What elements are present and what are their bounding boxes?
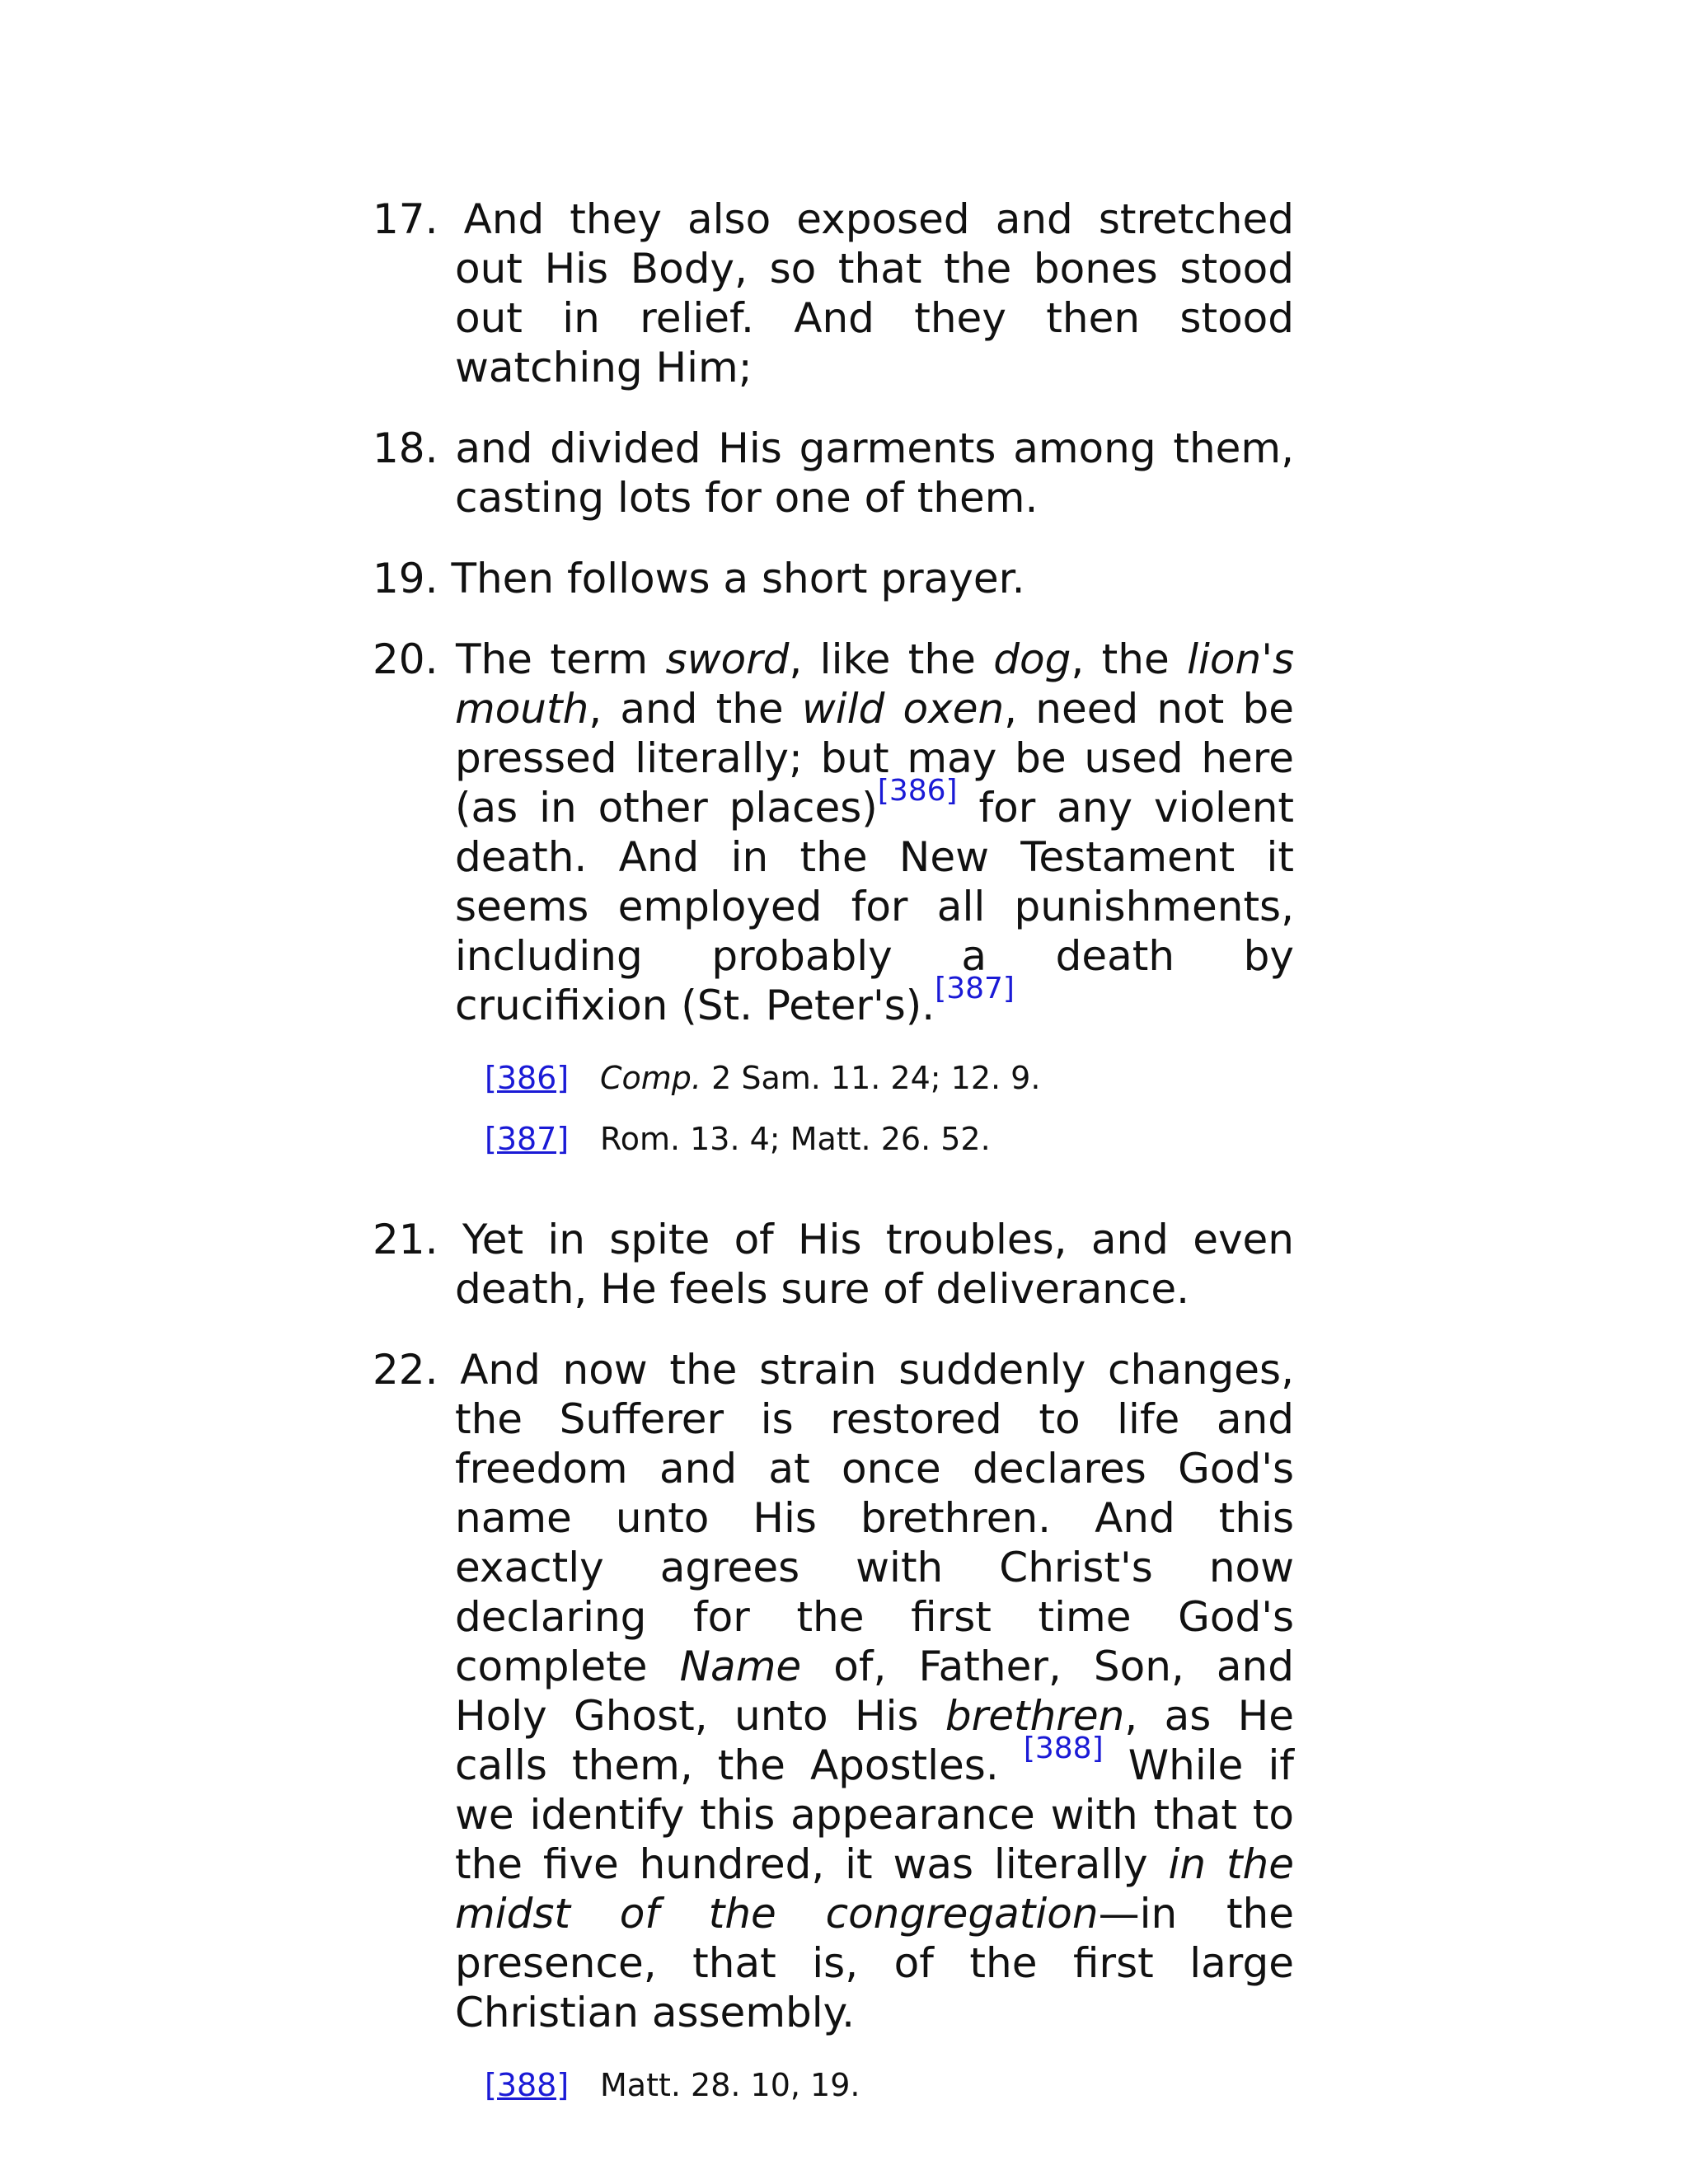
footnote-backlink[interactable]: [387] <box>485 1121 570 1157</box>
paragraph-number: 20. <box>373 635 438 683</box>
page-content <box>373 194 1294 2161</box>
paragraph-text: , and the <box>588 685 802 733</box>
footnote-text <box>600 1119 991 1159</box>
footnotes-block <box>373 2065 1294 2126</box>
emphasis-text: brethren <box>945 1692 1125 1740</box>
emphasis-text: wild oxen <box>801 685 1005 733</box>
footnote <box>373 1119 1294 1180</box>
emphasis-text: sword <box>665 635 790 683</box>
paragraph-text: , need not be pressed literally; but may be used here (as in other places) <box>455 685 1294 832</box>
emphasis-text: Comp. <box>600 1060 701 1096</box>
paragraph-text: The term <box>455 635 666 683</box>
paragraph-text: of, Father, Son, and Holy Ghost, unto His <box>455 1643 1294 1740</box>
paragraph-text: While if we identify this appearance with that to the five hundred, it was literally <box>455 1741 1294 1888</box>
paragraph-text: Matt. 28. 10, 19. <box>600 2067 860 2103</box>
numbered-paragraph <box>373 1345 1294 2037</box>
paragraph-text: —in the presence, that is, of the first large Christian assembly. <box>455 1890 1294 2036</box>
footnotes-block <box>373 1058 1294 1180</box>
paragraph-text: And now the strain suddenly changes, the Sufferer is restored to life and freedom and at once declares God's name unto His brethren. And this exactly agrees with Christ's now declaring for the first time God's complete <box>455 1346 1294 1690</box>
paragraph-number: 17. <box>373 195 438 243</box>
paragraph-text: Yet in spite of His troubles, and even death, He feels sure of deliverance. <box>455 1216 1294 1313</box>
paragraph-text: , the <box>1071 635 1188 683</box>
footnote-reference-link[interactable]: [386] <box>877 774 958 808</box>
numbered-paragraph <box>373 554 1294 603</box>
footnote-reference-link[interactable]: [388] <box>1023 1732 1104 1765</box>
emphasis-text: lion's mouth <box>455 635 1294 733</box>
paragraph-text: , like the <box>789 635 994 683</box>
paragraph-text: Rom. 13. 4; Matt. 26. 52. <box>600 1121 991 1157</box>
footnote <box>373 1058 1294 1119</box>
paragraph-text: 2 Sam. 11. 24; 12. 9. <box>701 1060 1041 1096</box>
numbered-paragraph <box>373 635 1294 1030</box>
paragraph-text: And they also exposed and stretched out His Body, so that the bones stood out in relief. And they then stood watching Him; <box>455 195 1294 391</box>
paragraph-number: 22. <box>373 1346 438 1394</box>
footnote-text <box>600 2065 860 2105</box>
numbered-paragraph <box>373 194 1294 392</box>
paragraph-text: for any violent death. And in the New Testament it seems employed for all punishments, including probably a death by crucifixion (St. Peter's). <box>455 784 1294 1029</box>
emphasis-text: Name <box>679 1643 802 1690</box>
numbered-paragraph <box>373 424 1294 523</box>
footnote-text <box>600 1058 1040 1098</box>
paragraph-number: 19. <box>373 555 438 602</box>
paragraph-number: 18. <box>373 424 438 472</box>
footnote <box>373 2065 1294 2126</box>
emphasis-text: in the midst of the congregation <box>455 1840 1295 1938</box>
paragraph-text: , as He calls them, the Apostles. <box>455 1692 1295 1789</box>
footnote-reference-link[interactable]: [387] <box>935 972 1015 1005</box>
footnote-backlink[interactable]: [388] <box>485 2067 570 2103</box>
paragraph-text: Then follows a short prayer. <box>451 555 1025 602</box>
emphasis-text: dog <box>993 635 1071 683</box>
paragraph-text: and divided His garments among them, casting lots for one of them. <box>455 424 1294 522</box>
paragraph-number: 21. <box>373 1216 438 1263</box>
footnote-backlink[interactable]: [386] <box>485 1060 570 1096</box>
numbered-paragraph <box>373 1215 1294 1314</box>
